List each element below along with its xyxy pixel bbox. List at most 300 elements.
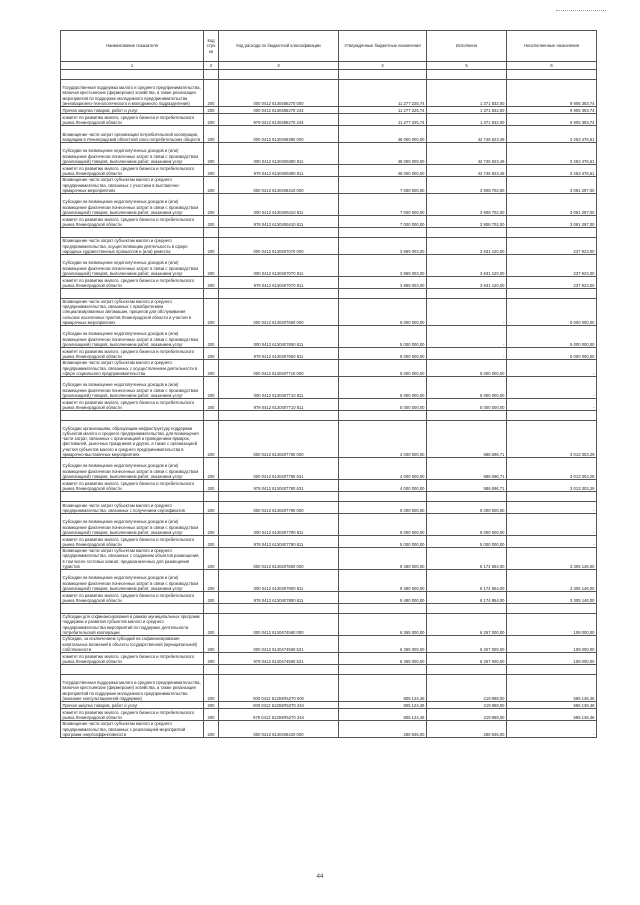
- cell-executed: 6 257 000,00: [427, 614, 507, 636]
- table-header-row: [61, 31, 597, 62]
- cell-executed: 6 174 854,00: [427, 592, 507, 604]
- spacer-cell: [61, 604, 204, 614]
- table-row: [61, 536, 597, 548]
- table-row: [61, 165, 597, 177]
- cell-executed: 3 631 120,00: [427, 255, 507, 277]
- spacer-cell: [219, 289, 339, 299]
- cell-approved: 3 869 003,00: [339, 238, 427, 255]
- cell-unexecuted: 3 013 303,29: [507, 480, 597, 492]
- cell-unexecuted: -: [507, 514, 597, 536]
- cell-name: комитет по развитию малого, среднего бизнеса и потребительского рынка Ленинградской области: [61, 165, 204, 177]
- cell-name: Субсидии для софинансирования в рамках муниципальных программ поддержки и развития субъектов малого и среднего предпринимательства мероприятий по поддержке деятельности потребительской кооперации: [61, 614, 204, 636]
- cell-code: 200: [204, 177, 219, 194]
- cell-executed: 5 000 000,00: [427, 502, 507, 514]
- cell-executed: 219 988,00: [427, 675, 507, 702]
- cell-unexecuted: -: [507, 377, 597, 399]
- spacer-cell: [339, 228, 427, 238]
- table-row: [61, 458, 597, 480]
- cell-executed: 5 000 000,00: [427, 377, 507, 399]
- cell-unexecuted: 3 305 146,00: [507, 570, 597, 592]
- cell-class: 000 0412 6130407070 000: [219, 238, 339, 255]
- cell-class: 979 0412 6130485270 244: [219, 114, 339, 126]
- table-row: [61, 348, 597, 360]
- spacer-cell: [507, 70, 597, 80]
- cell-name: Субсидии на возмещение недополученных доходов и (или) возмещение фактически понесенных затрат в связи с производством (реализацией) товаров, выполнением работ, оказанием услуг: [61, 194, 204, 216]
- cell-executed: 986 696,71: [427, 480, 507, 492]
- cell-class: 979 0412 6130406380 811: [219, 165, 339, 177]
- cell-class: 000 0412 6130406410 000: [219, 177, 339, 194]
- cell-code: 200: [204, 458, 219, 480]
- cell-approved: 4 000 000,00: [339, 480, 427, 492]
- table-row: [61, 399, 597, 411]
- cell-approved: 5 000 000,00: [339, 299, 427, 326]
- cell-approved: 9 480 000,00: [339, 570, 427, 592]
- table-row: [61, 80, 597, 107]
- cell-class: 000 0412 6130407710 000: [219, 360, 339, 377]
- cell-code: 200: [204, 80, 219, 107]
- cell-unexecuted: 5 000 000,00: [507, 299, 597, 326]
- cell-unexecuted: 108 000,00: [507, 636, 597, 653]
- spacer-cell: [427, 228, 507, 238]
- cell-code: 200: [204, 326, 219, 348]
- spacer-row: [61, 665, 597, 675]
- cell-unexecuted: 3 091 297,00: [507, 216, 597, 228]
- header-name: Наименование показателя: [61, 31, 204, 62]
- cell-approved: 6 365 000,00: [339, 636, 427, 653]
- cell-name: Государственная поддержка малого и среднего предпринимательства, включая крестьянские (фермерские) хозяйства, а также реализация мероприятий по поддержке молодежного предпринимательства (оказание консультационной поддержки): [61, 675, 204, 702]
- table-row: [61, 299, 597, 326]
- cell-approved: 5 000 000,00: [339, 514, 427, 536]
- cell-name: комитет по развитию малого, среднего бизнеса и потребительского рынка Ленинградской области: [61, 653, 204, 665]
- cell-code: 200: [204, 421, 219, 458]
- cell-name: комитет по развитию малого, среднего бизнеса и потребительского рынка Ленинградской области: [61, 114, 204, 126]
- cell-code: 200: [204, 377, 219, 399]
- cell-executed: 3 908 702,00: [427, 194, 507, 216]
- cell-approved: 5 000 000,00: [339, 399, 427, 411]
- table-row: [61, 326, 597, 348]
- spacer-cell: [339, 604, 427, 614]
- cell-name: Возмещение части затрат субъектам малого и среднего предпринимательства, связанных с осуществлением деятельности в сфере социального предпринимательства: [61, 360, 204, 377]
- table-row: [61, 709, 597, 721]
- cell-approved: 7 000 000,00: [339, 194, 427, 216]
- spacer-cell: [339, 411, 427, 421]
- cell-code: 200: [204, 165, 219, 177]
- cell-name: Субсидии на возмещение недополученных доходов и (или) возмещение фактически понесенных затрат в связи с производством (реализацией) товаров, выполнением работ, оказанием услуг: [61, 143, 204, 165]
- cell-code: 200: [204, 114, 219, 126]
- cell-class: 979 0412 6130407790 811: [219, 536, 339, 548]
- spacer-row: [61, 604, 597, 614]
- table-row: [61, 653, 597, 665]
- table-row: [61, 675, 597, 702]
- table-row: [61, 702, 597, 709]
- cell-code: 200: [204, 348, 219, 360]
- spacer-cell: [204, 492, 219, 502]
- cell-approved: 4 000 000,00: [339, 458, 427, 480]
- cell-class: 979 0412 6130407710 811: [219, 399, 339, 411]
- page-number: 44: [316, 874, 324, 880]
- cell-name: комитет по развитию малого, среднего бизнеса и потребительского рынка Ленинградской области: [61, 536, 204, 548]
- cell-approved: 9 480 000,00: [339, 548, 427, 570]
- scan-artifact-line: [556, 10, 606, 11]
- spacer-cell: [219, 492, 339, 502]
- cell-name: Возмещение части затрат субъектам малого и среднего предпринимательства, осуществляющим деятельность в сфере народных художественных промыслов и (или) ремесла: [61, 238, 204, 255]
- cell-code: 200: [204, 194, 219, 216]
- table-row: [61, 570, 597, 592]
- cell-executed: 5 000 000,00: [427, 360, 507, 377]
- cell-approved: 5 000 000,00: [339, 536, 427, 548]
- cell-code: 200: [204, 592, 219, 604]
- spacer-cell: [427, 411, 507, 421]
- spacer-cell: [427, 604, 507, 614]
- cell-approved: 7 000 000,00: [339, 177, 427, 194]
- spacer-row: [61, 228, 597, 238]
- cell-approved: 6 365 000,00: [339, 653, 427, 665]
- spacer-cell: [507, 228, 597, 238]
- cell-executed: 1 371 832,00: [427, 107, 507, 114]
- cell-code: 200: [204, 299, 219, 326]
- cell-code: 200: [204, 143, 219, 165]
- cell-name: комитет по развитию малого, среднего бизнеса и потребительского рынка Ленинградской области: [61, 277, 204, 289]
- cell-executed: 6 174 854,00: [427, 570, 507, 592]
- table-row: [61, 107, 597, 114]
- table-row: [61, 255, 597, 277]
- spacer-cell: [204, 289, 219, 299]
- cell-approved: 11 277 225,74: [339, 114, 427, 126]
- cell-approved: 46 000 000,00: [339, 126, 427, 143]
- cell-unexecuted: 9 905 393,74: [507, 80, 597, 107]
- spacer-row: [61, 492, 597, 502]
- cell-approved: 5 000 000,00: [339, 377, 427, 399]
- spacer-cell: [507, 289, 597, 299]
- cell-unexecuted: 237 923,00: [507, 277, 597, 289]
- cell-name: Возмещение части затрат субъектам малого и среднего предпринимательства, связанных с участием в выставочно-ярмарочных мероприятиях: [61, 177, 204, 194]
- cell-executed: 1 371 832,00: [427, 114, 507, 126]
- cell-executed: 42 746 523,49: [427, 165, 507, 177]
- cell-name: Субсидии организациям, образующим инфраструктуру поддержки субъектов малого и среднего предпринимательства, для возмещения части затрат, связанных с организацией и проведением ярмарок, фестивалей, рыночных праздников и других, а также с организацией участия субъектов малого и среднего предпринимательства в ярмарочно-выставочных мероприятиях: [61, 421, 204, 458]
- cell-name: Субсидии на возмещение недополученных доходов и (или) возмещение фактически понесенных затрат в связи с производством (реализацией) товаров, выполнением работ, оказанием услуг: [61, 570, 204, 592]
- cell-executed: -: [427, 348, 507, 360]
- cell-name: комитет по развитию малого, среднего бизнеса и потребительского рынка Ленинградской области: [61, 592, 204, 604]
- budget-report-sheet: [60, 30, 596, 738]
- cell-executed: 5 000 000,00: [427, 399, 507, 411]
- column-number: 6: [507, 62, 597, 70]
- table-row: [61, 238, 597, 255]
- cell-unexecuted: 3 091 297,00: [507, 194, 597, 216]
- cell-class: 000 0412 6130485270 244: [219, 107, 339, 114]
- cell-code: 200: [204, 360, 219, 377]
- cell-executed: 5 000 000,00: [427, 536, 507, 548]
- cell-name: Возмещение части затрат субъектам малого и среднего предпринимательства, связанных с реализацией мероприятий программ энергоэффективности: [61, 721, 204, 738]
- cell-approved: 46 000 000,00: [339, 165, 427, 177]
- cell-unexecuted: 108 000,00: [507, 653, 597, 665]
- cell-unexecuted: -: [507, 502, 597, 514]
- cell-code: 200: [204, 709, 219, 721]
- spacer-cell: [507, 665, 597, 675]
- spacer-cell: [61, 492, 204, 502]
- cell-class: 979 0412 6130407800 811: [219, 592, 339, 604]
- cell-unexecuted: 237 923,00: [507, 255, 597, 277]
- cell-code: 200: [204, 548, 219, 570]
- cell-class: 000 0412 6130474560 000: [219, 614, 339, 636]
- table-row: [61, 421, 597, 458]
- spacer-cell: [204, 228, 219, 238]
- cell-executed: 986 696,71: [427, 421, 507, 458]
- spacer-cell: [219, 604, 339, 614]
- table-row: [61, 502, 597, 514]
- cell-approved: 805 124,46: [339, 675, 427, 702]
- cell-name: комитет по развитию малого, среднего бизнеса и потребительского рынка Ленинградской области: [61, 480, 204, 492]
- spacer-cell: [219, 665, 339, 675]
- spacer-cell: [204, 604, 219, 614]
- cell-code: 200: [204, 216, 219, 228]
- cell-name: Прочая закупка товаров, работ и услуг: [61, 702, 204, 709]
- cell-executed: 6 257 000,00: [427, 636, 507, 653]
- cell-class: 000 0412 61304R5270 000: [219, 675, 339, 702]
- spacer-cell: [507, 411, 597, 421]
- cell-name: Возмещение части затрат субъектам малого и среднего предпринимательства, связанных с созданием объектов размещения, в том числе гостевых комнат, предназначенных для размещения туристов: [61, 548, 204, 570]
- cell-executed: 219 988,00: [427, 709, 507, 721]
- cell-class: 000 0412 6130407790 000: [219, 502, 339, 514]
- cell-name: Прочая закупка товаров, работ и услуг: [61, 107, 204, 114]
- cell-code: 200: [204, 277, 219, 289]
- cell-name: Возмещение части затрат субъектам малого и среднего предпринимательства, связанных с приобретением специализированных автомашин, прицепов для обслуживания сельских населенных пунктов Ленинградской области и участия в ярмарочных мероприятиях: [61, 299, 204, 326]
- table-row: [61, 614, 597, 636]
- budget-execution-table: [60, 30, 597, 738]
- spacer-cell: [204, 665, 219, 675]
- table-row: [61, 592, 597, 604]
- cell-executed: 3 908 702,00: [427, 177, 507, 194]
- cell-class: 979 0412 6130407650 811: [219, 348, 339, 360]
- header-line-code: Код стро ки: [204, 31, 219, 62]
- cell-unexecuted: 9 905 393,74: [507, 107, 597, 114]
- spacer-cell: [339, 492, 427, 502]
- cell-executed: 5 000 000,00: [427, 514, 507, 536]
- cell-executed: 6 257 000,00: [427, 653, 507, 665]
- spacer-cell: [427, 70, 507, 80]
- cell-class: 000 0412 6130407780 631: [219, 458, 339, 480]
- spacer-cell: [204, 70, 219, 80]
- cell-unexecuted: 585 136,46: [507, 675, 597, 702]
- table-row: [61, 177, 597, 194]
- cell-code: 200: [204, 399, 219, 411]
- cell-approved: 7 000 000,00: [339, 216, 427, 228]
- cell-approved: 805 124,46: [339, 709, 427, 721]
- table-row: [61, 480, 597, 492]
- table-row: [61, 143, 597, 165]
- cell-class: 000 0412 6130407780 000: [219, 421, 339, 458]
- cell-unexecuted: 585 136,46: [507, 709, 597, 721]
- table-row: [61, 548, 597, 570]
- table-row: [61, 360, 597, 377]
- cell-class: 979 0412 6130407780 631: [219, 480, 339, 492]
- spacer-row: [61, 411, 597, 421]
- cell-class: 000 0412 6130407790 811: [219, 514, 339, 536]
- cell-code: 200: [204, 255, 219, 277]
- spacer-cell: [219, 411, 339, 421]
- cell-name: комитет по развитию малого, среднего бизнеса и потребительского рынка Ленинградской области: [61, 399, 204, 411]
- spacer-cell: [219, 228, 339, 238]
- cell-approved: 46 000 000,00: [339, 143, 427, 165]
- spacer-cell: [219, 70, 339, 80]
- cell-code: 200: [204, 721, 219, 738]
- cell-code: 200: [204, 614, 219, 636]
- table-row: [61, 114, 597, 126]
- cell-name: Субсидии на возмещение недополученных доходов и (или) возмещение фактически понесенных затрат в связи с производством (реализацией) товаров, выполнением работ, оказанием услуг: [61, 377, 204, 399]
- column-number: 3: [219, 62, 339, 70]
- spacer-cell: [427, 665, 507, 675]
- cell-code: 200: [204, 570, 219, 592]
- cell-name: Субсидии на возмещение недополученных доходов и (или) возмещение фактически понесенных затрат в связи с производством (реализацией) товаров, выполнением работ, оказанием услуг: [61, 514, 204, 536]
- cell-approved: 4 000 000,00: [339, 421, 427, 458]
- table-row: [61, 277, 597, 289]
- cell-code: 200: [204, 238, 219, 255]
- cell-unexecuted: 9 905 393,74: [507, 114, 597, 126]
- spacer-cell: [61, 289, 204, 299]
- cell-executed: -: [427, 326, 507, 348]
- cell-approved: 9 480 000,00: [339, 592, 427, 604]
- cell-unexecuted: 237 923,00: [507, 238, 597, 255]
- cell-unexecuted: 3 305 146,00: [507, 548, 597, 570]
- cell-executed: 986 696,71: [427, 458, 507, 480]
- spacer-cell: [61, 411, 204, 421]
- cell-approved: 6 365 000,00: [339, 614, 427, 636]
- cell-executed: 3 631 120,00: [427, 277, 507, 289]
- spacer-row: [61, 70, 597, 80]
- spacer-cell: [61, 70, 204, 80]
- column-number: 1: [61, 62, 204, 70]
- cell-code: 200: [204, 702, 219, 709]
- cell-executed: 286 946,00: [427, 721, 507, 738]
- table-body: [61, 70, 597, 738]
- spacer-cell: [427, 289, 507, 299]
- cell-executed: 3 908 702,00: [427, 216, 507, 228]
- cell-class: 000 0412 6130406380 811: [219, 143, 339, 165]
- table-row: [61, 194, 597, 216]
- cell-name: Возмещение части затрат субъектам малого и среднего предпринимательства, связанных с получением сертификатов: [61, 502, 204, 514]
- cell-unexecuted: -: [507, 399, 597, 411]
- cell-class: 000 0412 6130406420 000: [219, 721, 339, 738]
- cell-class: 000 0412 6130407800 811: [219, 570, 339, 592]
- header-executed: Исполнено: [427, 31, 507, 62]
- cell-class: 000 0412 6130407650 000: [219, 299, 339, 326]
- cell-unexecuted: 3 305 146,00: [507, 592, 597, 604]
- cell-approved: 286 946,00: [339, 721, 427, 738]
- cell-code: 200: [204, 536, 219, 548]
- cell-class: 000 0412 6130406410 811: [219, 194, 339, 216]
- cell-code: 200: [204, 636, 219, 653]
- cell-class: 979 0412 61304R5270 244: [219, 709, 339, 721]
- cell-class: 000 0412 6130485270 000: [219, 80, 339, 107]
- cell-class: 000 0412 6130474560 521: [219, 636, 339, 653]
- spacer-cell: [427, 492, 507, 502]
- cell-unexecuted: 5 000 000,00: [507, 326, 597, 348]
- cell-unexecuted: 585 136,46: [507, 702, 597, 709]
- cell-unexecuted: 3 013 303,29: [507, 421, 597, 458]
- cell-approved: 805 124,46: [339, 702, 427, 709]
- cell-approved: 5 000 000,00: [339, 360, 427, 377]
- cell-class: 000 0412 6130407710 811: [219, 377, 339, 399]
- spacer-cell: [61, 665, 204, 675]
- cell-class: 000 0412 6130407070 811: [219, 255, 339, 277]
- cell-unexecuted: 3 253 476,51: [507, 165, 597, 177]
- table-row: [61, 636, 597, 653]
- column-number: 4: [339, 62, 427, 70]
- table-row: [61, 126, 597, 143]
- table-row: [61, 216, 597, 228]
- cell-class: 979 0412 6130406410 811: [219, 216, 339, 228]
- cell-code: 200: [204, 502, 219, 514]
- cell-unexecuted: 3 253 476,51: [507, 126, 597, 143]
- table-row: [61, 514, 597, 536]
- cell-unexecuted: -: [507, 360, 597, 377]
- cell-name: Возмещение части затрат организации потребительской кооперации, входящим в Ленинградский областной союз потребительских обществ: [61, 126, 204, 143]
- cell-code: 200: [204, 514, 219, 536]
- column-number: 2: [204, 62, 219, 70]
- cell-class: 000 0412 61304R5270 244: [219, 702, 339, 709]
- cell-approved: 5 000 000,00: [339, 326, 427, 348]
- cell-executed: 42 746 523,49: [427, 126, 507, 143]
- spacer-cell: [61, 228, 204, 238]
- spacer-row: [61, 289, 597, 299]
- cell-approved: 3 869 003,00: [339, 277, 427, 289]
- header-unexecuted: Неисполненные назначения: [507, 31, 597, 62]
- cell-approved: 11 277 225,74: [339, 80, 427, 107]
- spacer-cell: [339, 665, 427, 675]
- spacer-cell: [204, 411, 219, 421]
- table-row: [61, 721, 597, 738]
- cell-name: Субсидии на возмещение недополученных доходов и (или) возмещение фактически понесенных затрат в связи с производством (реализацией) товаров, выполнением работ, оказанием услуг: [61, 255, 204, 277]
- cell-code: 200: [204, 126, 219, 143]
- cell-executed: 42 746 523,49: [427, 143, 507, 165]
- column-number-row: [61, 62, 597, 70]
- spacer-cell: [339, 289, 427, 299]
- cell-executed: 6 174 854,00: [427, 548, 507, 570]
- spacer-cell: [507, 604, 597, 614]
- cell-unexecuted: 3 253 476,51: [507, 143, 597, 165]
- cell-unexecuted: -: [507, 721, 597, 738]
- cell-unexecuted: 3 091 297,00: [507, 177, 597, 194]
- header-approved: Утвержденные бюджетные назначения: [339, 31, 427, 62]
- cell-executed: -: [427, 299, 507, 326]
- cell-approved: 11 277 225,74: [339, 107, 427, 114]
- cell-unexecuted: -: [507, 536, 597, 548]
- cell-class: 979 0412 6130407070 811: [219, 277, 339, 289]
- spacer-cell: [339, 70, 427, 80]
- cell-approved: 3 869 003,00: [339, 255, 427, 277]
- cell-name: Субсидии на возмещение недополученных доходов и (или) возмещение фактически понесенных затрат в связи с производством (реализацией) товаров, выполнением работ, оказанием услуг: [61, 326, 204, 348]
- cell-approved: 5 000 000,00: [339, 348, 427, 360]
- table-row: [61, 377, 597, 399]
- cell-name: Государственная поддержка малого и среднего предпринимательства, включая крестьянские (фермерские) хозяйства, а также реализация мероприятия по поддержке молодежного предпринимательства (инновационно-технологического и молодежного подразделения): [61, 80, 204, 107]
- cell-code: 200: [204, 480, 219, 492]
- cell-code: 200: [204, 107, 219, 114]
- cell-executed: 219 988,00: [427, 702, 507, 709]
- cell-name: комитет по развитию малого, среднего бизнеса и потребительского рынка Ленинградской области: [61, 348, 204, 360]
- cell-executed: 3 631 120,00: [427, 238, 507, 255]
- column-number: 5: [427, 62, 507, 70]
- spacer-cell: [507, 492, 597, 502]
- cell-executed: 1 371 832,00: [427, 80, 507, 107]
- cell-approved: 5 000 000,00: [339, 502, 427, 514]
- cell-name: Субсидии на возмещение недополученных доходов и (или) возмещение фактически понесенных затрат в связи с производством (реализацией) товаров, выполнением работ, оказанием услуг: [61, 458, 204, 480]
- cell-class: 000 0412 6130407800 000: [219, 548, 339, 570]
- cell-code: 200: [204, 675, 219, 702]
- cell-class: 000 0412 6130406380 000: [219, 126, 339, 143]
- cell-unexecuted: 108 000,00: [507, 614, 597, 636]
- cell-name: Субсидии, за исключением субсидий на софинансирование капитальных вложений в объекты государственной (муниципальной) собственности: [61, 636, 204, 653]
- cell-unexecuted: 5 000 000,00: [507, 348, 597, 360]
- cell-unexecuted: 3 013 303,29: [507, 458, 597, 480]
